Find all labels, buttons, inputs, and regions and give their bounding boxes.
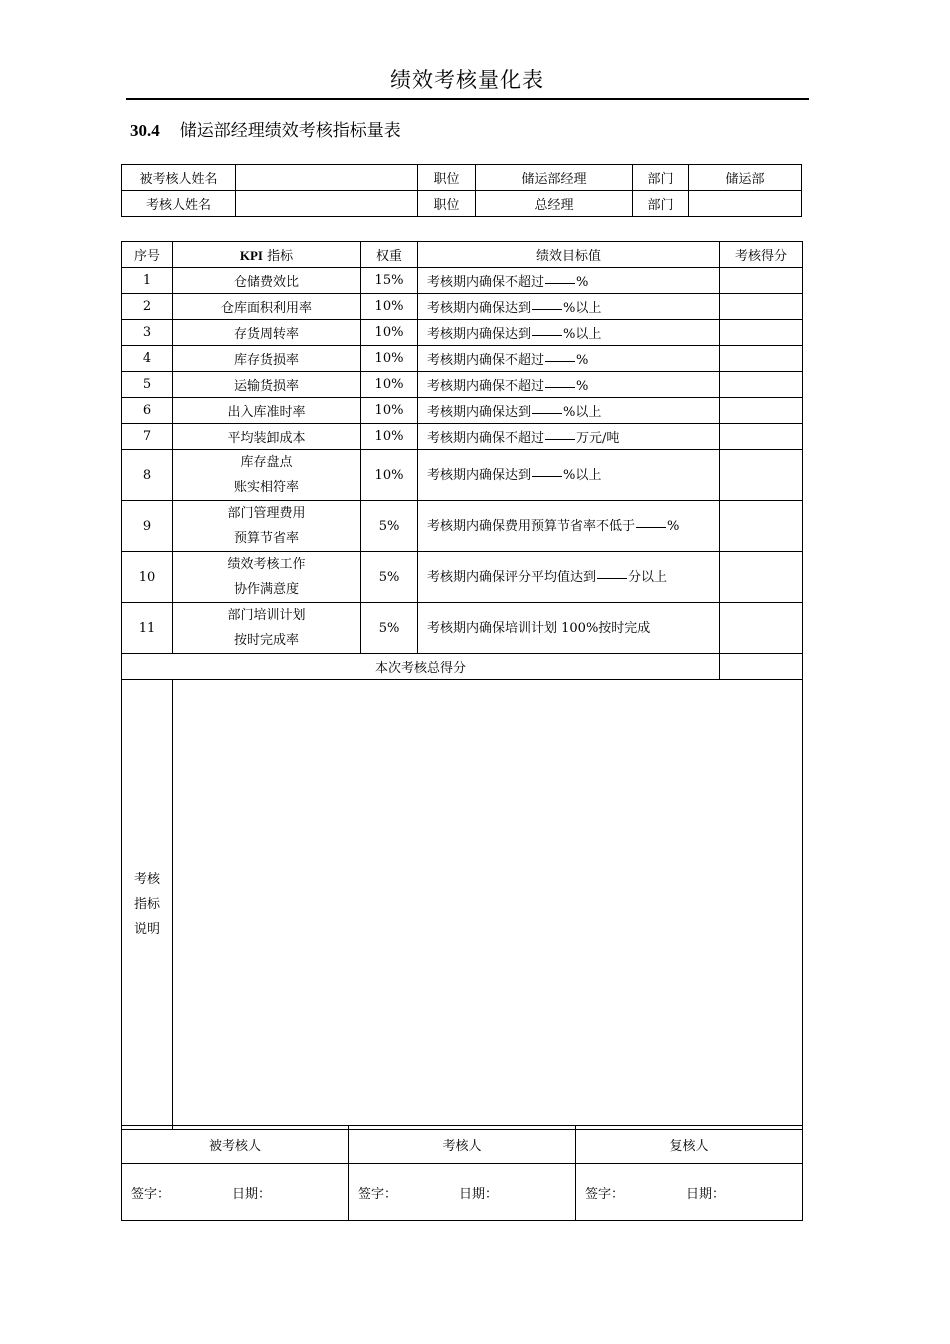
signature-row — [122, 1164, 803, 1221]
description-row — [122, 680, 803, 1130]
kpi-seq: 11 — [122, 603, 173, 654]
assessor-position-label: 职位 — [418, 191, 476, 217]
kpi-target-pre: 考核期内确保达到 — [427, 405, 532, 420]
kpi-target — [418, 424, 720, 450]
kpi-weight: 10% — [361, 294, 418, 320]
assessor-dept-label: 部门 — [633, 191, 689, 217]
kpi-name — [173, 501, 361, 552]
kpi-weight: 10% — [361, 424, 418, 450]
kpi-name-line2: 按时完成率 — [233, 633, 299, 648]
kpi-seq: 10 — [122, 552, 173, 603]
kpi-name: 出入库准时率 — [173, 398, 361, 424]
kpi-target-blank[interactable] — [545, 387, 575, 388]
assessee-dept-value: 储运部 — [689, 165, 802, 191]
kpi-target-blank[interactable] — [545, 439, 575, 440]
assessee-dept-label: 部门 — [633, 165, 689, 191]
kpi-row — [122, 294, 803, 320]
kpi-weight: 10% — [361, 398, 418, 424]
kpi-seq: 2 — [122, 294, 173, 320]
header-seq: 序号 — [122, 242, 173, 268]
kpi-name: 运输货损率 — [173, 372, 361, 398]
kpi-name-line1: 绩效考核工作 — [227, 557, 306, 572]
kpi-name-line2: 预算节省率 — [233, 531, 299, 546]
kpi-target-blank[interactable] — [545, 283, 575, 284]
total-score-row — [122, 654, 803, 680]
kpi-target — [418, 501, 720, 552]
sign-label: 签字： — [585, 1186, 625, 1202]
kpi-seq: 7 — [122, 424, 173, 450]
role-reviewer: 复核人 — [576, 1126, 803, 1164]
kpi-seq: 4 — [122, 346, 173, 372]
kpi-table — [121, 241, 803, 1130]
kpi-target — [418, 294, 720, 320]
sign-label: 签字： — [358, 1186, 398, 1202]
kpi-row — [122, 552, 803, 603]
kpi-target-post: %以上 — [563, 327, 602, 342]
date-label: 日期： — [686, 1186, 726, 1202]
kpi-weight: 5% — [361, 552, 418, 603]
kpi-row — [122, 372, 803, 398]
date-label: 日期： — [232, 1186, 272, 1202]
kpi-row — [122, 424, 803, 450]
kpi-target — [418, 552, 720, 603]
description-label-line1: 考核 — [133, 872, 160, 887]
kpi-target-blank[interactable] — [532, 309, 562, 310]
assessor-name-label: 考核人姓名 — [122, 191, 236, 217]
kpi-score-field[interactable] — [720, 552, 803, 603]
signature-table — [121, 1125, 803, 1221]
kpi-target — [418, 268, 720, 294]
kpi-weight: 5% — [361, 603, 418, 654]
description-label-line2: 指标 — [133, 897, 160, 912]
kpi-target-post: %以上 — [563, 467, 602, 483]
assessor-position-value: 总经理 — [476, 191, 633, 217]
kpi-row — [122, 346, 803, 372]
kpi-target-pre: 考核期内确保达到 — [427, 467, 532, 483]
kpi-row — [122, 450, 803, 501]
kpi-target-post: % — [576, 379, 589, 394]
kpi-target — [418, 450, 720, 501]
header-kpi-bold: KPI — [239, 248, 263, 263]
kpi-target-pre: 考核期内确保不超过 — [427, 353, 545, 368]
kpi-score-field[interactable] — [720, 603, 803, 654]
kpi-target — [418, 398, 720, 424]
kpi-target-blank[interactable] — [532, 476, 562, 477]
description-label — [122, 680, 173, 1130]
info-row-assessor — [122, 191, 802, 217]
kpi-seq: 3 — [122, 320, 173, 346]
kpi-row — [122, 268, 803, 294]
kpi-name: 平均装卸成本 — [173, 424, 361, 450]
assessee-position-value: 储运部经理 — [476, 165, 633, 191]
kpi-target-post: % — [667, 518, 680, 534]
kpi-weight: 15% — [361, 268, 418, 294]
section-number: 30.4 — [130, 121, 160, 140]
kpi-target-blank[interactable] — [545, 361, 575, 362]
kpi-name-line2: 账实相符率 — [233, 480, 299, 495]
section-title-text: 储运部经理绩效考核指标量表 — [179, 121, 401, 141]
kpi-score-field[interactable] — [720, 294, 803, 320]
kpi-target-post: %以上 — [563, 301, 602, 316]
kpi-target-pre: 考核期内确保不超过 — [427, 275, 545, 290]
kpi-target-post: % — [576, 353, 589, 368]
kpi-name: 仓库面积利用率 — [173, 294, 361, 320]
kpi-score-field[interactable] — [720, 346, 803, 372]
role-assessor: 考核人 — [349, 1126, 576, 1164]
kpi-header-row — [122, 242, 803, 268]
kpi-weight: 10% — [361, 372, 418, 398]
header-target: 绩效目标值 — [418, 242, 720, 268]
info-table — [121, 164, 802, 217]
assessee-position-label: 职位 — [418, 165, 476, 191]
kpi-score-field[interactable] — [720, 450, 803, 501]
kpi-target-post: 分以上 — [628, 569, 668, 585]
date-label: 日期： — [459, 1186, 499, 1202]
sign-label: 签字： — [131, 1186, 171, 1202]
kpi-target-pre: 考核期内确保达到 — [427, 327, 532, 342]
header-weight: 权重 — [361, 242, 418, 268]
kpi-seq: 8 — [122, 450, 173, 501]
kpi-name-line2: 协作满意度 — [233, 582, 299, 597]
kpi-name-line1: 部门培训计划 — [227, 608, 306, 623]
info-row-assessee — [122, 165, 802, 191]
kpi-seq: 5 — [122, 372, 173, 398]
kpi-target-pre: 考核期内确保达到 — [427, 301, 532, 316]
assessee-name-field[interactable] — [236, 165, 418, 191]
kpi-name: 存货周转率 — [173, 320, 361, 346]
header-rule — [126, 98, 809, 100]
kpi-target-blank[interactable] — [532, 413, 562, 414]
header-kpi — [173, 242, 361, 268]
reviewer-signature-cell[interactable] — [576, 1164, 803, 1221]
kpi-target-post: 万元/吨 — [576, 431, 620, 446]
kpi-score-field[interactable] — [720, 398, 803, 424]
kpi-row — [122, 398, 803, 424]
kpi-target-pre: 考核期内确保费用预算节省率不低于 — [427, 518, 636, 534]
kpi-seq: 9 — [122, 501, 173, 552]
kpi-target-blank[interactable] — [597, 578, 627, 579]
signature-role-row — [122, 1126, 803, 1164]
kpi-target-post: % — [576, 275, 589, 290]
kpi-name — [173, 552, 361, 603]
kpi-name — [173, 450, 361, 501]
kpi-target-pre: 考核期内确保评分平均值达到 — [427, 569, 597, 585]
kpi-score-field[interactable] — [720, 424, 803, 450]
assessor-dept-field[interactable] — [689, 191, 802, 217]
kpi-name: 仓储费效比 — [173, 268, 361, 294]
kpi-row — [122, 501, 803, 552]
kpi-weight: 5% — [361, 501, 418, 552]
kpi-row — [122, 320, 803, 346]
kpi-target — [418, 320, 720, 346]
kpi-row — [122, 603, 803, 654]
kpi-score-field[interactable] — [720, 268, 803, 294]
kpi-target-blank[interactable] — [532, 335, 562, 336]
header-kpi-rest: 指标 — [262, 249, 294, 264]
description-label-line3: 说明 — [133, 922, 160, 937]
kpi-target-blank[interactable] — [636, 527, 666, 528]
kpi-target: 考核期内确保培训计划 100%按时完成 — [418, 603, 720, 654]
kpi-target-post: %以上 — [563, 405, 602, 420]
description-content-field[interactable] — [173, 680, 803, 1130]
assessee-signature-cell[interactable] — [122, 1164, 349, 1221]
kpi-name-line1: 部门管理费用 — [227, 506, 306, 521]
kpi-seq: 6 — [122, 398, 173, 424]
kpi-target — [418, 346, 720, 372]
kpi-seq: 1 — [122, 268, 173, 294]
kpi-weight: 10% — [361, 450, 418, 501]
kpi-score-field[interactable] — [720, 372, 803, 398]
kpi-target-pre: 考核期内确保不超过 — [427, 379, 545, 394]
kpi-score-field[interactable] — [720, 501, 803, 552]
kpi-score-field[interactable] — [720, 320, 803, 346]
kpi-weight: 10% — [361, 346, 418, 372]
role-assessee: 被考核人 — [122, 1126, 349, 1164]
kpi-weight: 10% — [361, 320, 418, 346]
total-score-label: 本次考核总得分 — [122, 654, 720, 680]
kpi-target-pre: 考核期内确保不超过 — [427, 431, 545, 446]
page-header-title: 绩效考核量化表 — [390, 68, 544, 92]
header-score: 考核得分 — [720, 242, 803, 268]
assessee-name-label: 被考核人姓名 — [122, 165, 236, 191]
kpi-target — [418, 372, 720, 398]
kpi-name-line1: 库存盘点 — [240, 455, 293, 470]
assessor-signature-cell[interactable] — [349, 1164, 576, 1221]
kpi-name — [173, 603, 361, 654]
kpi-name: 库存货损率 — [173, 346, 361, 372]
section-title — [130, 116, 401, 141]
total-score-field[interactable] — [720, 654, 803, 680]
assessor-name-field[interactable] — [236, 191, 418, 217]
